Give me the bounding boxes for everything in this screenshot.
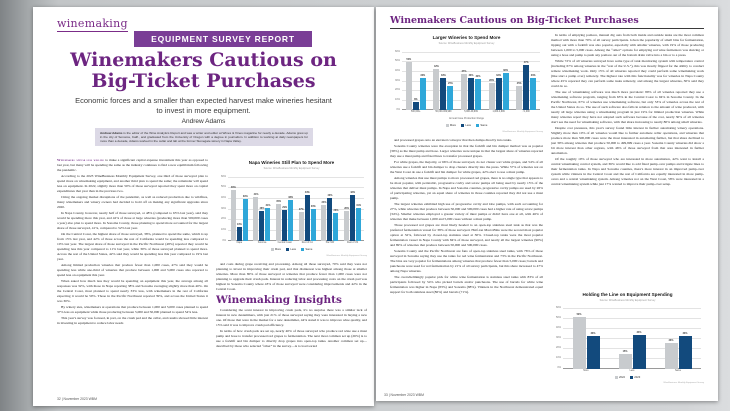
column-paragraphs xyxy=(216,262,367,292)
bar-more xyxy=(230,185,236,241)
bar-value-label: 33% xyxy=(496,74,501,78)
bar-cluster xyxy=(230,185,248,241)
bar-less xyxy=(282,206,288,241)
right-page-footer: 33 | November 2023 WBM xyxy=(384,393,424,397)
bar-value-label: 33% xyxy=(590,331,596,335)
bar-value-label: 25% xyxy=(447,81,453,85)
legend-label: Same xyxy=(480,124,488,127)
bar-same xyxy=(310,205,316,241)
winemaking-insights-heading: Winemaking Insights xyxy=(216,293,342,306)
paragraph: and costs during grape receiving and processing. Among all those surveyed, 70% said they were not planning to invest in improving their crush pad, and that disinterest was highest among those at smaller wineries. More than 80% of those surveyed at wineries that produce fewer than 1,000 cases were not planning to upgrade their crush pads. Interest in reducing labor and processing costs on the crush pad was highest in Sonoma County where 43% of those surveyed were considering improvements and 42% in the Central Coast. xyxy=(216,261,367,291)
left-page-column-2 xyxy=(216,158,367,394)
legend-label: Less xyxy=(465,124,472,127)
bar-value-label: 43% xyxy=(350,191,356,195)
bar-value-label: 32% xyxy=(475,75,481,79)
y-tick-label: 50% xyxy=(555,316,561,319)
paragraph: Sonoma County and the Pacific Northwest are fans of open-top stainless steel tanks, with 76% of those surveyed in Sonoma saying they use the tanks for red wine fermentation and 73% in the Pacific Northwest. The bins are very popular for fermentations among wineries that produce fewer than 5,000 cases; barrels and puncheons were used for red fermentation by 21% of all survey participants, but this share increased to 47% among Napa wineries. xyxy=(390,248,543,273)
bar-more xyxy=(461,70,467,110)
y-tick-label: 0% xyxy=(222,238,226,242)
legend-item xyxy=(286,247,296,252)
bar-2023 xyxy=(633,330,646,369)
paragraph: The use of winemaking software was much more prevalent: 89% of all wineries reported they use a winemaking software program, ranging from 63% in the Central Coast to 94% in Sonoma County. In the Pacific Northwest, 67% of wineries use winemaking software, but only 53% of wineries across the rest of the United States do so. The use of such software also falls in relation to the amount of wine produced, with nearly all large wineries using a winemaking program in just 19% for limited production wineries. While many wineries report they have not adopted such software because of the cost, nearly 30% of all wineries don't see the need for winemaking software, with that share increasing to nearly 80% among small wineries. xyxy=(551,90,704,124)
paragraph: On the Central Coast, the highest share of those surveyed, 38%, planned to spend the same, which is up from 15% last year, and 42% of those across the rest of California would be spending less compared to 10% last year. The largest share of those surveyed in the Pacific Northwest (48%) reported they would be spending less this year compared to 11% last year, while 30% of those surveyed planned to spend more. Across the rest of the United States, 42% said they would be spending less this year compared to 19% last year. xyxy=(57,232,208,261)
bar-same xyxy=(475,75,481,110)
chart-caption: WineBusiness Monthly Equipment Survey xyxy=(326,254,367,257)
column-paragraphs xyxy=(390,138,543,390)
bar-cluster xyxy=(344,191,362,241)
bar-group xyxy=(321,177,339,245)
chart-plot-area xyxy=(555,306,701,372)
bar-cluster xyxy=(298,191,316,241)
bar-2022 xyxy=(573,312,586,369)
right-page-column-2 xyxy=(551,33,704,389)
bar-more xyxy=(321,200,327,241)
article-title-line1: Winemakers Cautious on xyxy=(70,49,337,71)
bar-group xyxy=(298,177,316,245)
bar-cluster xyxy=(321,194,339,241)
paragraph: While 72% of all wineries surveyed have some type of tank monitoring system with temperature control (including 67% among wineries in the “rest of the U.S.”), this was mostly flipped for the ability to conduct remote winemaking work. Only 15% of all wineries reported they could perform some winemaking work (like start a pump over) remotely. The highest rate with this functionality was for wineries in Napa County where 45% reported they can perform some tasks remotely, and among the largest wineries, 30% said they could do so. xyxy=(551,59,704,88)
article-title xyxy=(33,50,374,92)
bar-2023 xyxy=(587,331,600,369)
chart-plot-area xyxy=(394,49,540,114)
bar-value-label: 33% xyxy=(682,331,688,335)
x-category-label: Rest of CA xyxy=(301,242,313,245)
bar-more xyxy=(516,81,522,110)
chart-legend xyxy=(390,123,543,128)
paragraph: Sonoma County wineries were the exception in that the forklift and bin dumper method was as popular (39%) as the must pump and hose. Larger wineries were unique in that the largest share of wineries reported they use a must pump and fixed lines to transfer processed grapes. xyxy=(390,143,543,158)
chart-title: Larger Wineries to Spend More xyxy=(432,35,501,40)
bar-value-label: 30% xyxy=(310,205,316,208)
bar-cluster xyxy=(461,70,481,110)
bar-less xyxy=(496,74,502,110)
y-tick-label: 10% xyxy=(555,356,561,359)
bar-value-label: 43% xyxy=(304,191,310,195)
x-category-label: 5,000-49,999 xyxy=(464,111,478,114)
bar-value-label: 26% xyxy=(668,338,674,342)
chart-plot-area xyxy=(220,174,364,245)
author-bio-name: Andrew Adams xyxy=(100,130,123,135)
column-paragraphs xyxy=(216,308,367,349)
bar-less xyxy=(413,98,419,110)
x-category-label: Same xyxy=(674,369,682,372)
paragraph: The overwhelmingly popular pick for white wine fermentation is stainless steel tanks with 83% of all participants followed by 54% who picked barrels and/or puncheons. The use of barrels for white wine fermentation was higher in Napa (83%) and Sonoma (88%). Vintners in the Northwest demonstrated equal support for both stainless steel (86%) and barrels (71%). xyxy=(390,274,543,294)
bar-same xyxy=(420,74,426,110)
chart-source: Source: WineBusiness Monthly Equipment Survey xyxy=(599,298,656,302)
right-page xyxy=(376,7,718,401)
legend-swatch xyxy=(615,376,618,379)
bar-value-label: 33% xyxy=(420,74,426,78)
chart-bar-groups xyxy=(228,177,364,245)
chart-source: Source: WineBusiness Monthly Equipment Survey xyxy=(438,42,495,45)
y-tick-label: 30% xyxy=(555,336,561,339)
bar-value-label: 28% xyxy=(489,78,494,82)
x-category-label: Pac NW xyxy=(325,242,335,245)
bar-more xyxy=(253,193,259,241)
y-tick-label: 30% xyxy=(394,78,400,82)
paragraph: Despite cost pressures, this year's survey found little interest in further automating winery operations. Slightly more than 10% of all wineries would like to further automate cellar operations, and wineries that produce more than 500,000 cases were the most interested in automating further, but that share declined to just 30% among wineries that produce 50,000 to 499,999 cases a year. Sonoma County wineries did show a bit more interest than other regions, with 46% of those surveyed from that area interested in further automation. xyxy=(551,126,704,155)
chart-legend xyxy=(551,375,704,380)
chart-legend xyxy=(216,247,367,252)
bar-value-label: 31% xyxy=(356,203,362,207)
y-tick-label: 50% xyxy=(220,185,226,189)
y-tick-label: 20% xyxy=(394,88,400,92)
author-byline: Andrew Adams xyxy=(181,118,226,125)
y-tick-label: 40% xyxy=(220,195,226,199)
bar-value-label: 38% xyxy=(288,196,294,200)
column-paragraphs xyxy=(551,33,704,290)
bar-value-label: 31% xyxy=(265,203,271,207)
x-category-label: 1,000-4,999 xyxy=(492,111,505,114)
chart-title: Napa Wineries Still Plan to Spend More xyxy=(248,160,335,165)
bar-less xyxy=(350,191,356,241)
bar-cluster xyxy=(573,312,600,369)
bar-same xyxy=(447,81,453,110)
bar-more xyxy=(433,65,439,110)
paragraph: The largest wineries exhibited high use of progressive cavity and lobe pumps, with each accounting for 27%, while wineries that produce between 50,000 and 500,000 cases had a higher rate of using screw pumps (34%). Smaller wineries employed a greater variety of must pumps or didn't have one at all, with 46% of wineries that make between 1,000 and 5,000 cases without a must pump. xyxy=(390,201,543,221)
right-page-columns xyxy=(390,33,704,389)
bar-value-label: 15% xyxy=(622,349,628,353)
x-category-label: 500,000+ xyxy=(410,111,421,114)
bar-value-label: 47% xyxy=(523,60,529,64)
legend-item xyxy=(446,123,456,128)
napa-spend-chart xyxy=(216,160,367,259)
x-category-label: More xyxy=(583,369,589,372)
x-category-label: Less xyxy=(629,369,635,372)
bar-less xyxy=(304,191,310,241)
paragraph: In terms of how crush pads are set up, nearly 40% of those surveyed who produce red wine use a must pump and hose to transfer processed red grapes to fermentation. The next most common set up (26%) is to use a forklift and bin dumper to directly drop grapes into open-top tanks. Another common set up—described by those who selected “other” in the survey—is to load sorted xyxy=(216,328,367,348)
bar-group xyxy=(344,177,362,245)
bar-less xyxy=(259,207,265,241)
left-page-columns xyxy=(57,158,367,394)
y-tick-label: 40% xyxy=(555,326,561,329)
bar-same xyxy=(242,195,248,241)
column-paragraphs xyxy=(57,174,208,326)
paragraph: According to the 2023 WineBusiness Monthly Equipment Survey, one third of those surveyed plan to spend more on winemaking equipment, and another third plan to spend the same; the remainder will spend less on equipment. In 2022, slightly more than 50% of those surveyed reported they spent more on capital expenditures that year than in the previous two. xyxy=(57,174,208,193)
bar-group xyxy=(433,52,453,114)
y-tick-label: 60% xyxy=(220,174,226,178)
legend-swatch xyxy=(301,248,304,251)
bar-cluster xyxy=(276,196,294,241)
bar-cluster xyxy=(619,330,646,369)
y-tick-label: 30% xyxy=(220,206,226,210)
bar-same xyxy=(333,209,339,241)
legend-swatch xyxy=(461,124,464,127)
bar-less xyxy=(468,74,474,110)
legend-label: Same xyxy=(305,248,313,251)
paragraph: When asked how much less they would be spending on equipment this year, the average among all responses was 32%, with those in Napa reporting 38% and Sonoma averaging slightly more than 40%. On the Central Coast, most planned to spend nearly 33% less, with winemakers in the rest of California expecting it would be 50%. Those in the Pacific Northwest reported 39%, and across the United States it was 30%. xyxy=(57,279,208,303)
bar-group xyxy=(619,309,646,372)
bar-group xyxy=(276,177,294,245)
x-category-label: Central Coast xyxy=(277,242,292,245)
author-bio-box xyxy=(95,128,313,146)
bar-less xyxy=(523,60,529,110)
bar-value-label: 52% xyxy=(576,312,582,316)
bar-less xyxy=(440,74,446,110)
y-tick-label: 0% xyxy=(396,107,400,111)
legend-swatch xyxy=(271,248,274,251)
paragraph: Among wineries that use must pumps to move processed red grapes, there is no single type that appears to be most popular, with peristaltic, progressive cavity and screw pumps all being used by nearly 15% of the wineries that deliver must pumps. In Napa and Sonoma counties, progressive cavity pumps are used by 26% of participating wineries, yet an equal share of wineries in those counties reported they did not use a must pump. xyxy=(390,175,543,200)
bar-2022 xyxy=(619,349,632,369)
paragraph: Among limited production wineries that produce fewer than 1,000 cases, 47% said they would be spending less while one-third of wineries that produce between 1,000 and 5,000 cases also reported to spend less on equipment this year. xyxy=(57,263,208,277)
y-tick-label: 20% xyxy=(555,346,561,349)
bar-value-label: 28% xyxy=(259,207,265,211)
bar-value-label: 29% xyxy=(282,206,288,210)
bar-group xyxy=(253,177,271,245)
legend-swatch xyxy=(446,124,449,127)
bar-group xyxy=(489,52,509,114)
bar-more xyxy=(344,207,350,241)
legend-item xyxy=(630,375,640,380)
chart-bar-groups xyxy=(402,52,540,114)
legend-item xyxy=(476,123,487,128)
bar-cluster xyxy=(516,60,536,110)
bar-value-label: 48% xyxy=(230,185,236,189)
legend-swatch xyxy=(630,376,633,379)
bar-cluster xyxy=(406,57,426,110)
x-category-label: <1,000 xyxy=(522,111,530,114)
legend-label: 2023 xyxy=(634,375,641,379)
left-page-column-1 xyxy=(57,158,208,394)
bar-value-label: 33% xyxy=(440,74,446,78)
legend-item xyxy=(271,247,281,252)
bar-cluster xyxy=(665,331,692,369)
bar-less xyxy=(236,223,242,241)
bar-cluster xyxy=(489,69,509,110)
bar-same xyxy=(265,203,271,241)
paragraph: This year's survey was focused, in part, on the crush pad and the cellar, and results showed little interest in investing in equipment to reduce labor needs xyxy=(57,316,208,325)
y-tick-label: 60% xyxy=(394,49,400,53)
equipment-spending-chart xyxy=(551,292,704,387)
y-tick-label: 50% xyxy=(394,59,400,63)
chart-title: Holding the Line on Equipment Spending xyxy=(582,291,673,297)
bar-group xyxy=(230,177,248,245)
bar-more xyxy=(276,199,282,241)
bar-value-label: 33% xyxy=(468,74,474,78)
running-head: Winemakers Cautious on Big-Ticket Purchases xyxy=(390,15,639,26)
legend-swatch xyxy=(476,124,479,127)
legend-label: More xyxy=(449,124,457,127)
bar-2023 xyxy=(679,331,692,369)
bar-value-label: 25% xyxy=(516,81,522,85)
bar-more xyxy=(298,208,304,241)
equipment-survey-report-banner: EQUIPMENT SURVEY REPORT xyxy=(134,31,312,47)
bar-value-label: 35% xyxy=(276,199,282,203)
paragraph: By winery size, winemakers at operations that produce between 1,000 and 5,000 cases planned to spend 37% less on equipment while those producing between 5,000 and 50,000 planned to spend 54% less. xyxy=(57,305,208,314)
bar-value-label: 41% xyxy=(253,193,259,197)
bar-same xyxy=(503,69,509,110)
article-title-line2: Big-Ticket Purchases xyxy=(91,70,316,92)
x-category-label: 50,000-499,999 xyxy=(435,111,452,114)
bar-value-label: 34% xyxy=(321,200,327,204)
bar-value-label: 42% xyxy=(433,65,439,69)
legend-swatch xyxy=(286,248,289,251)
paragraph: Those processed red grapes are most likely headed to an open-top stainless steel tank as that was the preferred fermentation vessel for 38% of those surveyed. Half-ton MacroBins were the second most popular option at 32%, followed by closed-top stainless steel at 30%. Closed-top tanks were the most popular fermentation vessel in Napa County with 84% of those surveyed, and nearly all the largest wineries (90%) and 89% of wineries that produce between 50,000 and 500,000 cases. xyxy=(390,222,543,247)
bar-value-label: 37% xyxy=(461,70,467,74)
legend-label: More xyxy=(274,248,282,251)
paragraph: Considering the scant interest in improving crush pads, it's no surprise there was a similar lack of interest in new destemmers, with just 21% of those surveyed saying they were interested in buying a new one. Of those that were in the market for a new destemmer, 44% stated it was to improve wine quality, and 15% said it was to improve crush pad efficiency. xyxy=(216,307,367,327)
bar-group xyxy=(665,309,692,372)
article-subtitle: Economic forces and a smaller than expected harvest make wineries hesitant to invest in more equipment. xyxy=(75,96,332,115)
x-category-label: Rest of US xyxy=(347,242,359,245)
bar-group xyxy=(461,52,481,114)
paragraph: In Napa County, however, nearly half of those surveyed, or 48% (compared to 65% last year), said they would be spending more this year, and 42% of those at large wineries (producing more than 500,000 cases a year) also plan to spend more. In Sonoma County, those planning to spend more accounted for the largest share of those surveyed, 41%, compared to 52% last year. xyxy=(57,211,208,230)
chart-bar-groups xyxy=(563,309,701,372)
bar-cluster xyxy=(433,65,453,110)
bar-value-label: 40% xyxy=(327,194,333,198)
bar-cluster xyxy=(253,193,271,241)
left-page-footer: 32 | November 2023 WBM xyxy=(57,397,97,401)
lead-paragraph-text: to make a significant capital expense investment this year as opposed to last year, but many will be spending the same as the industry continues to find a new equilibrium following the pandemic. xyxy=(57,158,208,172)
bar-value-label: 50% xyxy=(406,57,412,61)
bar-group xyxy=(406,52,426,114)
bar-less xyxy=(327,194,333,241)
y-tick-label: 20% xyxy=(220,217,226,221)
y-tick-label: 0% xyxy=(557,365,561,369)
bar-value-label: 13% xyxy=(236,223,242,227)
x-category-label: Napa xyxy=(236,242,243,245)
bar-value-label: 39% xyxy=(242,195,248,199)
bar-more xyxy=(406,57,412,110)
legend-item xyxy=(301,247,312,252)
paragraph: Citing the ongoing market disruptions of the pandemic, as well as reduced production due to wildfires, many winemakers and winery owners had decided to hold off on making any significant upgrades since 2020. xyxy=(57,195,208,209)
y-tick-label: 60% xyxy=(555,306,561,309)
bar-value-label: 27% xyxy=(298,208,304,212)
legend-label: Less xyxy=(290,248,297,251)
legend-item xyxy=(461,123,471,128)
chart-caption: WineBusiness Monthly Equipment Survey xyxy=(502,130,543,133)
author-bio-text: is the editor of the Wine Analytics Report and was a writer and editor at Wines & Vines magazine for nearly a decade. Adams grew up in the city of Sonoma, Calif., and graduated from the University of Oregon with a degree in journalism. In addition to working at daily newspapers for more than a decade, Adams worked in the cellar and lab at the former Stonegate winery in Napa Valley. xyxy=(100,130,308,144)
lead-paragraph xyxy=(57,158,208,173)
running-head-rule xyxy=(390,28,704,29)
bar-value-label: 33% xyxy=(530,74,536,78)
paragraph: and processed grapes onto an elevated conveyor that then dumps directly into tanks. xyxy=(394,137,512,142)
bar-value-label: 8% xyxy=(414,98,418,102)
bar-same xyxy=(356,203,362,241)
bar-same xyxy=(530,74,536,110)
legend-label: 2022 xyxy=(619,375,625,379)
winery-size-spend-chart xyxy=(390,35,543,135)
bar-same xyxy=(288,196,294,241)
bar-value-label: 34% xyxy=(636,330,642,334)
bar-value-label: 26% xyxy=(333,209,339,213)
bar-more xyxy=(489,78,495,110)
x-axis-label: Annual Case Production Range xyxy=(448,117,485,120)
y-tick-label: 40% xyxy=(394,68,400,72)
lead-in-small-caps: Winemakers appear less willing xyxy=(57,158,105,162)
y-tick-label: 10% xyxy=(220,227,226,231)
bar-value-label: 28% xyxy=(344,207,350,211)
winemaking-logo: winemaking xyxy=(57,17,128,30)
chart-caption: WineBusiness Monthly Equipment Survey xyxy=(663,382,704,384)
paragraph: In terms of emptying pomace, manual dig outs from both inside and outside tanks are the most common method with more than 70% of all survey participants. Given the popularity of small bins for fermentation, tipping out with a forklift was also popular, especially with smaller wineries, with 19% of those producing between 1,000 to 5,000 cases. Among the “other” options for emptying red wine fermenters was sluicing or using a hose and pump to push any pomace out of the bottom drain valve into a bin or to a press. xyxy=(551,33,704,57)
y-tick-label: 10% xyxy=(394,97,400,101)
bar-group xyxy=(573,309,600,372)
right-page-column-1 xyxy=(390,33,543,389)
paragraph: Of the roughly 10% of those surveyed who are interested in more automation, 42% want to install a central winemaking control system, and 36% would like to add fixed pump-over pumps and irrigate lines to their fermentation tanks. In Napa and Sonoma counties, there's more interest in an improved pump-over system while vintners in the Central Coast and the rest of California are equally interested in more pump-overs and a central winemaking system. Among wineries not on the West Coast, 58% were interested in a central winemaking system while just 17% wanted to improve their pump-over setup. xyxy=(551,157,704,186)
bar-group xyxy=(516,52,536,114)
paragraph: For white grapes, the majority, or 66% of those surveyed, do not cluster sort white grapes, and 54% of all wineries use a forklift and bin dumper to drop clusters directly into the press. While 57% of wineries not on the West Coast do use a forklift and bin dumper for white grapes, 42% elect to use a must pump. xyxy=(390,159,543,174)
chart-source: Source: WineBusiness Monthly Equipment Survey xyxy=(263,167,320,170)
x-category-label: Sonoma xyxy=(257,242,267,245)
bar-2022 xyxy=(665,338,678,369)
bar-value-label: 38% xyxy=(503,69,508,73)
left-page xyxy=(33,7,374,406)
legend-item xyxy=(615,375,625,380)
